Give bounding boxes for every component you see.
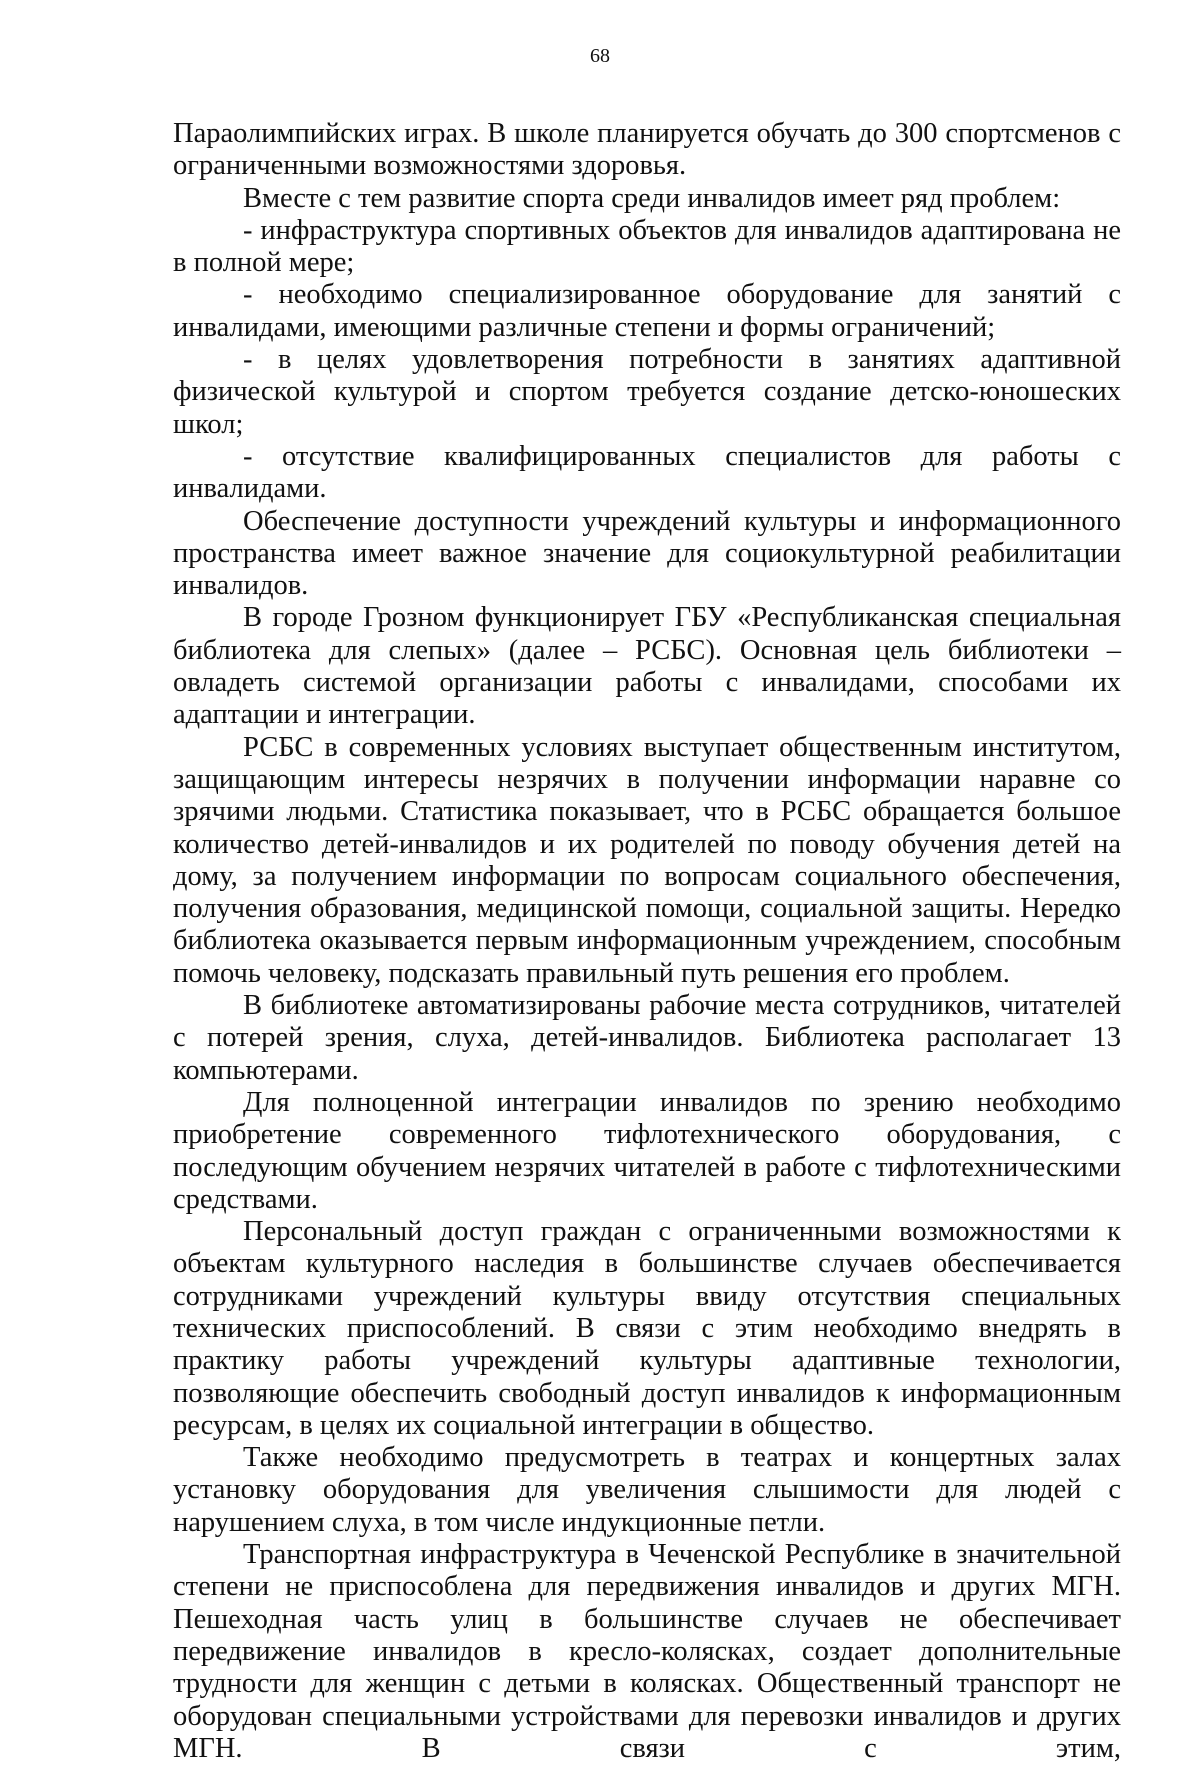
list-item-infrastructure: - инфраструктура спортивных объектов для инвалидов адаптирована не в полной мере;	[173, 214, 1121, 279]
paragraph-library-computers: В библиотеке автоматизированы рабочие места сотрудников, читателей с потерей зрения, слуха, детей-инвалидов. Библиотека располагает 13 компьютерами.	[173, 990, 1121, 1086]
paragraph-culture-access: Обеспечение доступности учреждений культуры и информационного пространства имеет важное значение для социокультурной реабилитации инвалидов.	[173, 505, 1121, 602]
paragraph-typhlo-equipment: Для полноценной интеграции инвалидов по зрению необходимо приобретение современного тифлотехнического оборудования, с последующим обучением незрячих читателей в работе с тифлотехническими средствами.	[173, 1086, 1121, 1215]
page-body	[173, 118, 1121, 1765]
paragraph-theatres: Также необходимо предусмотреть в театрах и концертных залах установку оборудования для увеличения слышимости для людей с нарушением слуха, в том числе индукционные петли.	[173, 1442, 1121, 1538]
paragraph-continuation: Параолимпийских играх. В школе планируется обучать до 300 спортсменов с ограниченными возможностями здоровья.	[173, 118, 1121, 182]
list-item-specialists: - отсутствие квалифицированных специалистов для работы с инвалидами.	[173, 440, 1121, 505]
page-number: 68	[590, 45, 610, 67]
list-item-schools: - в целях удовлетворения потребности в занятиях адаптивной физической культурой и спортом требуется создание детско-юношеских школ;	[173, 344, 1121, 440]
paragraph-problems-intro: Вместе с тем развитие спорта среди инвалидов имеет ряд проблем:	[243, 182, 1061, 214]
list-item-equipment: - необходимо специализированное оборудование для занятий с инвалидами, имеющими различные степени и формы ограничений;	[173, 279, 1121, 343]
paragraph-library-role: РСБС в современных условиях выступает общественным институтом, защищающим интересы незрячих в получении информации наравне со зрячими людьми. Статистика показывает, что в РСБС обращается большое количество детей-инвалидов и их родителей по поводу обучения детей на дому, за получением информации по вопросам социального обеспечения, получения образования, медицинской помощи, социальной защиты. Нередко библиотека оказывается первым информационным учреждением, способным помочь человеку, подсказать правильный путь решения его проблем.	[173, 731, 1121, 989]
paragraph-heritage-access: Персональный доступ граждан с ограниченными возможностями к объектам культурного наследия в большинстве случаев обеспечивается сотрудниками учреждений культуры ввиду отсутствия специальных технических приспособлений. В связи с этим необходимо внедрять в практику работы учреждений культуры адаптивные технологии, позволяющие обеспечить свободный доступ инвалидов к информационным ресурсам, в целях их социальной интеграции в общество.	[173, 1216, 1121, 1441]
paragraph-library-intro: В городе Грозном функционирует ГБУ «Республиканская специальная библиотека для слепых» (далее – РСБС). Основная цель библиотеки – овладеть системой организации работы с инвалидами, способами их адаптации и интеграции.	[173, 602, 1121, 731]
paragraph-transport: Транспортная инфраструктура в Чеченской Республике в значительной степени не приспособлена для передвижения инвалидов и других МГН. Пешеходная часть улиц в большинстве случаев не обеспечивает передвижение инвалидов в кресло-колясках, создает дополнительные трудности для женщин с детьми в колясках. Общественный транспорт не оборудован специальными устройствами для перевозки инвалидов и других МГН. В связи с этим,	[173, 1539, 1121, 1764]
